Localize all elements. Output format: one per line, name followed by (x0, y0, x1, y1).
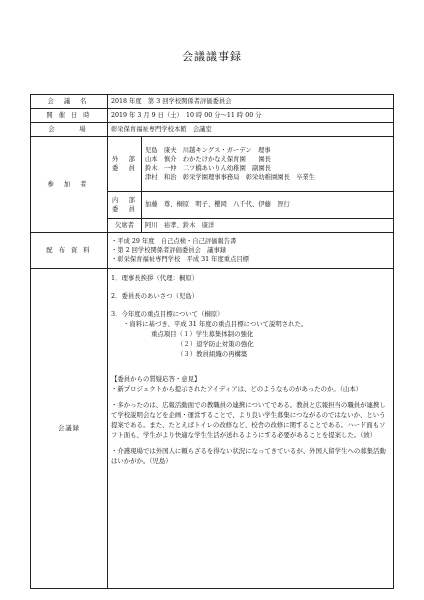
meeting-name-value: 2018 年度 第 3 回学校関係者評価委員会 (108, 95, 394, 109)
proceedings-body (108, 269, 394, 589)
external-members-list (142, 137, 394, 192)
external-member: 津村 和治 彰栄学園理事事務局 彰栄幼稚園園長 卒業生 (145, 174, 316, 182)
external-members-label (108, 137, 142, 192)
internal-label-line-1: 内 部 (112, 196, 137, 204)
qa-paragraph: ・新プロジェクトから提示されたアイディアは、どのようなものがあったのか。（山本） (111, 385, 363, 394)
focus-item: （２）退学防止対策の強化 (177, 339, 254, 348)
spacer (111, 359, 390, 367)
materials-list (108, 233, 394, 269)
materials-label: 配 布 資 料 (31, 233, 108, 269)
document-title: 会議議事録 (182, 50, 242, 63)
qa-heading: 【委員からの質疑応答・意見】 (111, 375, 201, 384)
focus-item: （３）教員組織の再構築 (177, 349, 248, 358)
venue-label: 会 場 (31, 123, 108, 137)
external-member: 児島 康夫 川越キングス・ガーデン 理事 (145, 146, 271, 154)
material-item: ・第 2 回学校関係者評価委員会 議事録 (111, 246, 227, 254)
materials-row (31, 233, 394, 269)
external-member: 山本 慎介 わかたけかなえ保育園 園長 (145, 155, 271, 163)
spacer (111, 302, 390, 310)
qa-paragraph: ・多かったのは、広報活動面での教職員の連携についてである。教員と広報担当の職員が連携して学校説明会などを企画・運営することで、より良い学生募集につながるのではないか、という提案である。また、たとえばトイレの改修など、校舎の改修に関することである。ハード面もソフト面も、学生がより快適な学生生活が送れるようにする必要があることを提案した。（綾） (111, 401, 386, 440)
spacer (111, 284, 390, 292)
meeting-name-label: 会 議 名 (31, 95, 108, 109)
datetime-row (31, 109, 394, 123)
datetime-value: 2019 年 3 月 9 日（土） 10 時 00 分～11 時 00 分 (108, 109, 394, 123)
external-label-line-2: 委 員 (112, 165, 137, 172)
agenda-item-3: 3．今年度の重点目標について（桐原） (111, 309, 224, 318)
absent-label: 欠席者 (108, 219, 142, 233)
material-item: ・彰栄保育福祉専門学校 平成 31 年度重点目標 (111, 256, 249, 264)
meeting-name-row (31, 95, 394, 109)
proceedings-label: 会議録 (31, 269, 108, 589)
qa-paragraph: ・介護現場では外国人に頼らざるを得ない状況になってきているが、外国人留学生への募集活動はいかがか。（児島） (111, 446, 386, 465)
attendees-label: 参 加 者 (31, 137, 108, 233)
internal-members-label (108, 192, 142, 219)
external-label-line-1: 外 部 (112, 155, 137, 163)
absent-list: 阿川 裕孝、鈴木 康洋 (142, 219, 394, 233)
internal-label-line-2: 委 員 (112, 206, 137, 213)
agenda-item-2: 2．委員長のあいさつ（児島） (111, 291, 199, 300)
external-member: 鈴木 一仲 二ツ橋あいりん幼稚園 副園長 (145, 165, 271, 172)
minutes-table (30, 94, 394, 589)
venue-value: 彰栄保育福祉専門学校本館 会議室 (108, 123, 394, 137)
external-members-row (31, 137, 394, 192)
venue-row (31, 123, 394, 137)
proceedings-row (31, 269, 394, 589)
datetime-label: 開 催 日 時 (31, 109, 108, 123)
agenda-item-1: 1．理事長挨拶（代理：桐原） (111, 274, 199, 282)
material-item: ・平成 29 年度 自己点検・自己評価報告書 (111, 237, 237, 245)
agenda-item-3-note: ・資料に基づき、平成 31 年度の重点目標について説明された。 (123, 319, 308, 328)
internal-members-list: 加藤 尊、桐原 明子、櫻岡 八千代、伊藤 智行 (142, 192, 394, 219)
focus-item: 重点項目（１）学生募集体制の強化 (151, 329, 254, 338)
